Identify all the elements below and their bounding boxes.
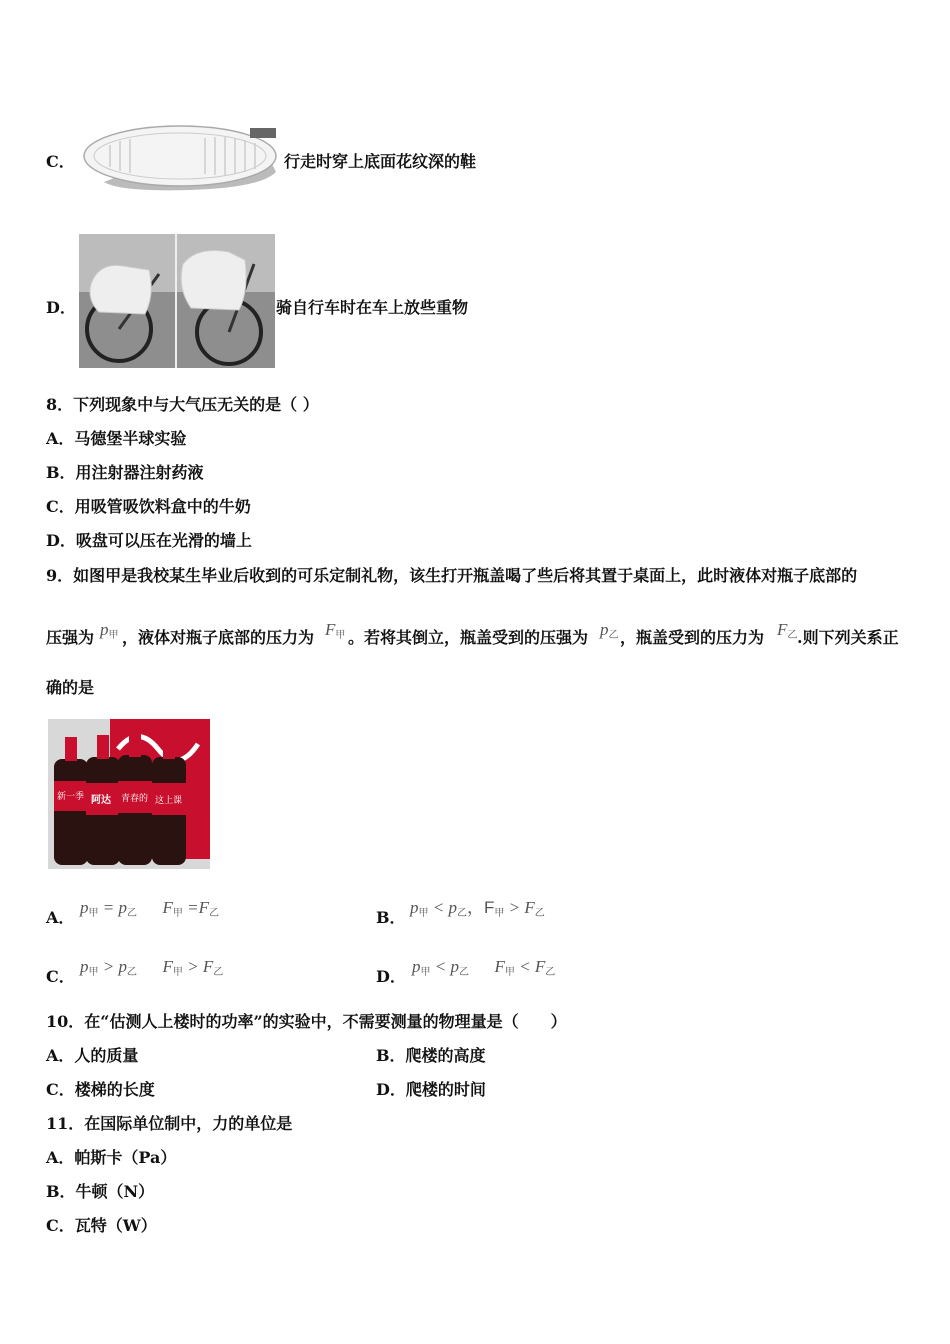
q9-symbol-p-jia: $p_甲$ (100, 620, 119, 641)
q9-option-d-label: D． (376, 967, 406, 986)
bottle-label-4: 这上课 (155, 796, 183, 806)
q8-option-b: B．用注射器注射药液 (46, 463, 204, 482)
q8-option-a: A．马德堡半球实验 (46, 429, 187, 448)
q8-question: 8．下列现象中与大气压无关的是（ ） (46, 395, 319, 414)
q10-option-d: D．爬楼的时间 (376, 1080, 486, 1099)
q11-option-c: C．瓦特（W） (46, 1216, 157, 1235)
q11-option-b: B．牛顿（N） (46, 1182, 155, 1201)
q10-option-b: B．爬楼的高度 (376, 1046, 486, 1065)
q8-option-d: D．吸盘可以压在光滑的墙上 (46, 531, 252, 550)
q11-option-a: A．帕斯卡（Pa） (46, 1148, 177, 1167)
q9-option-d-formula: $p_甲 < p_乙$ $F_甲 < F_乙$ (412, 957, 556, 978)
q7-option-d-label: D． (46, 298, 76, 317)
q9-text-seg5: .则下列关系正 (797, 628, 899, 647)
q9-option-c-label: C． (46, 967, 75, 986)
q10-question: 10．在“估测人上楼时的功率”的实验中，不需要测量的物理量是（ ） (46, 1012, 567, 1031)
q9-question-line1: 9．如图甲是我校某生毕业后收到的可乐定制礼物，该生打开瓶盖喝了些后将其置于桌面上，此时液体对瓶子底部的 (46, 566, 858, 585)
q9-symbol-F-jia: $F_甲$ (325, 620, 346, 641)
q10-option-c: C．楼梯的长度 (46, 1080, 155, 1099)
bottle-label-3: 青春的 (121, 794, 149, 804)
q9-symbol-p-yi: $p_乙$ (600, 620, 619, 641)
q9-option-a-formula: $p_甲 = p_乙$ $F_甲 =F_乙$ (80, 898, 219, 919)
q9-text-seg2: ，液体对瓶子底部的压力为 (122, 628, 315, 647)
q7-option-c-text: 行走时穿上底面花纹深的鞋 (284, 152, 477, 171)
shoe-sole-image (80, 120, 280, 196)
q9-option-c-formula: $p_甲 > p_乙$ $F_甲 > F_乙$ (80, 957, 224, 978)
cola-bottles-image (48, 719, 210, 869)
q9-option-b-formula: $p_甲 < p_乙$，$F_甲 > F_乙$ (410, 898, 545, 919)
q7-option-d-text: 骑自行车时在车上放些重物 (276, 298, 469, 317)
q9-question-line3: 确的是 (46, 678, 95, 697)
q11-question: 11．在国际单位制中，力的单位是 (46, 1114, 293, 1133)
q10-option-a: A．人的质量 (46, 1046, 139, 1065)
q9-option-b-label: B． (376, 908, 406, 927)
q9-text-seg1: 压强为 (46, 628, 95, 647)
bicycle-with-bags-image (79, 234, 275, 368)
bottle-label-2: 阿达 (91, 795, 111, 806)
q8-option-c: C．用吸管吸饮料盒中的牛奶 (46, 497, 251, 516)
q9-option-a-label: A． (46, 908, 75, 927)
bottle-label-1: 新一季 (57, 792, 85, 802)
q7-option-c-label: C． (46, 152, 75, 171)
q9-text-seg4: ，瓶盖受到的压力为 (620, 628, 765, 647)
q9-text-seg3: 。若将其倒立，瓶盖受到的压强为 (348, 628, 589, 647)
q9-symbol-F-yi: $F_乙$ (777, 620, 798, 641)
